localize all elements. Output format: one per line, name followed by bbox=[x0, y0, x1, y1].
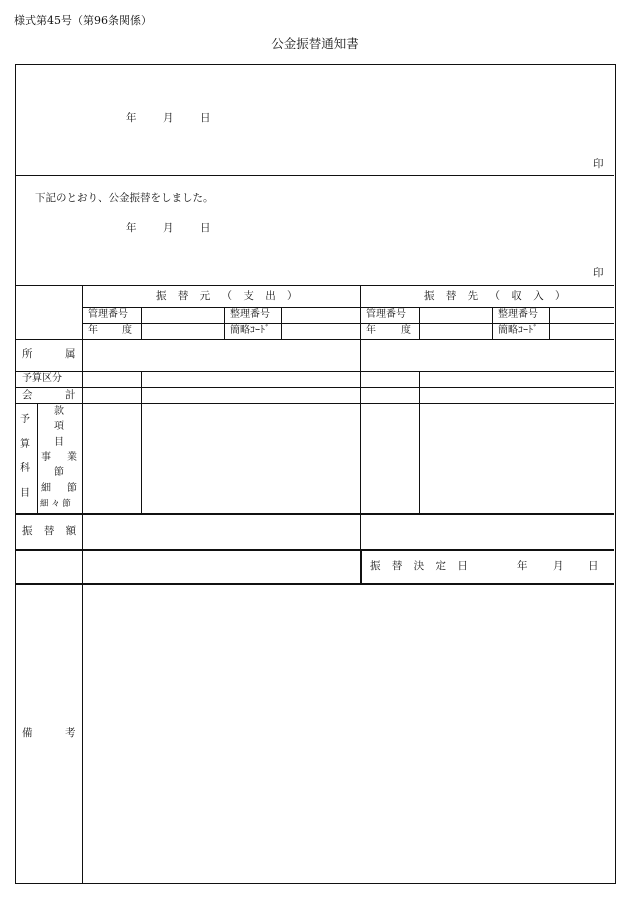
moku-label: 目 bbox=[54, 437, 64, 448]
jigyo-label-2: 業 bbox=[67, 452, 77, 463]
line-mgmt-bottom bbox=[82, 323, 614, 324]
remarks-label-1: 備 bbox=[22, 727, 33, 739]
account-label-1: 会 bbox=[22, 389, 33, 401]
src-mgmt-label: 管理番号 bbox=[88, 309, 128, 320]
top-day-label: 日 bbox=[200, 112, 211, 124]
src-budget-divider bbox=[141, 371, 142, 513]
saisetsu-label-2: 節 bbox=[67, 483, 77, 494]
decision-box-left bbox=[360, 549, 362, 583]
setsu-label: 節 bbox=[54, 467, 64, 478]
form-number: 様式第45号（第96条関係） bbox=[14, 14, 152, 27]
decision-month-label: 月 bbox=[553, 560, 564, 572]
budget-item-char-3: 科 bbox=[20, 463, 30, 474]
src-arrange-value-divider bbox=[281, 307, 282, 339]
src-year-label-1: 年 bbox=[88, 325, 98, 336]
budget-item-char-4: 目 bbox=[20, 488, 30, 499]
top-seal-mark: 印 bbox=[593, 158, 604, 170]
jigyo-label-1: 事 bbox=[41, 452, 51, 463]
src-mgmt-value-divider bbox=[141, 307, 142, 339]
mid-day-label: 日 bbox=[200, 222, 211, 234]
dst-year-label-2: 度 bbox=[401, 325, 411, 336]
kou-label: 項 bbox=[54, 421, 64, 432]
line-decision-bottom bbox=[16, 583, 614, 585]
line-account-bottom bbox=[16, 403, 614, 404]
mid-seal-mark: 印 bbox=[593, 267, 604, 279]
affiliation-label-2: 属 bbox=[65, 348, 76, 360]
line-budget-item-bottom bbox=[16, 513, 614, 515]
decision-date-label: 振 替 決 定 日 bbox=[370, 560, 472, 572]
dst-budget-divider bbox=[419, 371, 420, 513]
line-year-bottom bbox=[16, 339, 614, 340]
line-budget-class-bottom bbox=[16, 387, 614, 388]
saisaisetsu-label: 細 々 節 bbox=[40, 499, 71, 509]
source-header: 振 替 元 （ 支 出 ） bbox=[156, 290, 302, 302]
line-affiliation-bottom bbox=[16, 371, 614, 372]
saisetsu-label-1: 細 bbox=[41, 483, 51, 494]
src-arrange-label: 整理番号 bbox=[230, 309, 270, 320]
dst-mgmt-value-divider bbox=[419, 307, 420, 339]
remarks-label-2: 考 bbox=[65, 727, 76, 739]
form-frame bbox=[15, 64, 616, 884]
mid-month-label: 月 bbox=[163, 222, 174, 234]
dst-arrange-value-divider bbox=[549, 307, 550, 339]
affiliation-label-1: 所 bbox=[22, 348, 33, 360]
kan-label: 款 bbox=[54, 406, 64, 417]
top-year-label: 年 bbox=[126, 112, 137, 124]
line-header-bottom bbox=[82, 307, 614, 308]
dst-mgmt-label: 管理番号 bbox=[366, 309, 406, 320]
src-short-code-label: 簡略ｺｰﾄﾞ bbox=[230, 325, 270, 336]
dst-arrange-label-divider bbox=[492, 307, 493, 339]
decision-day-label: 日 bbox=[588, 560, 599, 572]
form-title: 公金振替通知書 bbox=[271, 36, 359, 51]
divider-top bbox=[16, 175, 614, 176]
budget-item-char-2: 算 bbox=[20, 439, 30, 450]
src-arrange-label-divider bbox=[224, 307, 225, 339]
divider-middle bbox=[16, 285, 614, 286]
dst-year-label-1: 年 bbox=[366, 325, 376, 336]
dest-header: 振 替 先 （ 収 入 ） bbox=[424, 290, 570, 302]
col-center-divider bbox=[360, 285, 361, 549]
transfer-amount-label: 振 替 額 bbox=[22, 525, 81, 537]
mid-year-label: 年 bbox=[126, 222, 137, 234]
statement-text: 下記のとおり、公金振替をしました。 bbox=[35, 192, 214, 204]
dst-arrange-label: 整理番号 bbox=[498, 309, 538, 320]
budget-class-label: 予算区分 bbox=[22, 373, 62, 384]
dst-short-code-label: 簡略ｺｰﾄﾞ bbox=[498, 325, 538, 336]
decision-year-label: 年 bbox=[517, 560, 528, 572]
src-year-label-2: 度 bbox=[122, 325, 132, 336]
budget-item-char-1: 予 bbox=[20, 414, 30, 425]
top-month-label: 月 bbox=[163, 112, 174, 124]
line-amount-bottom bbox=[16, 549, 614, 551]
col-label-divider bbox=[82, 285, 83, 883]
account-label-2: 計 bbox=[65, 389, 76, 401]
budget-item-inner-divider bbox=[37, 403, 38, 513]
